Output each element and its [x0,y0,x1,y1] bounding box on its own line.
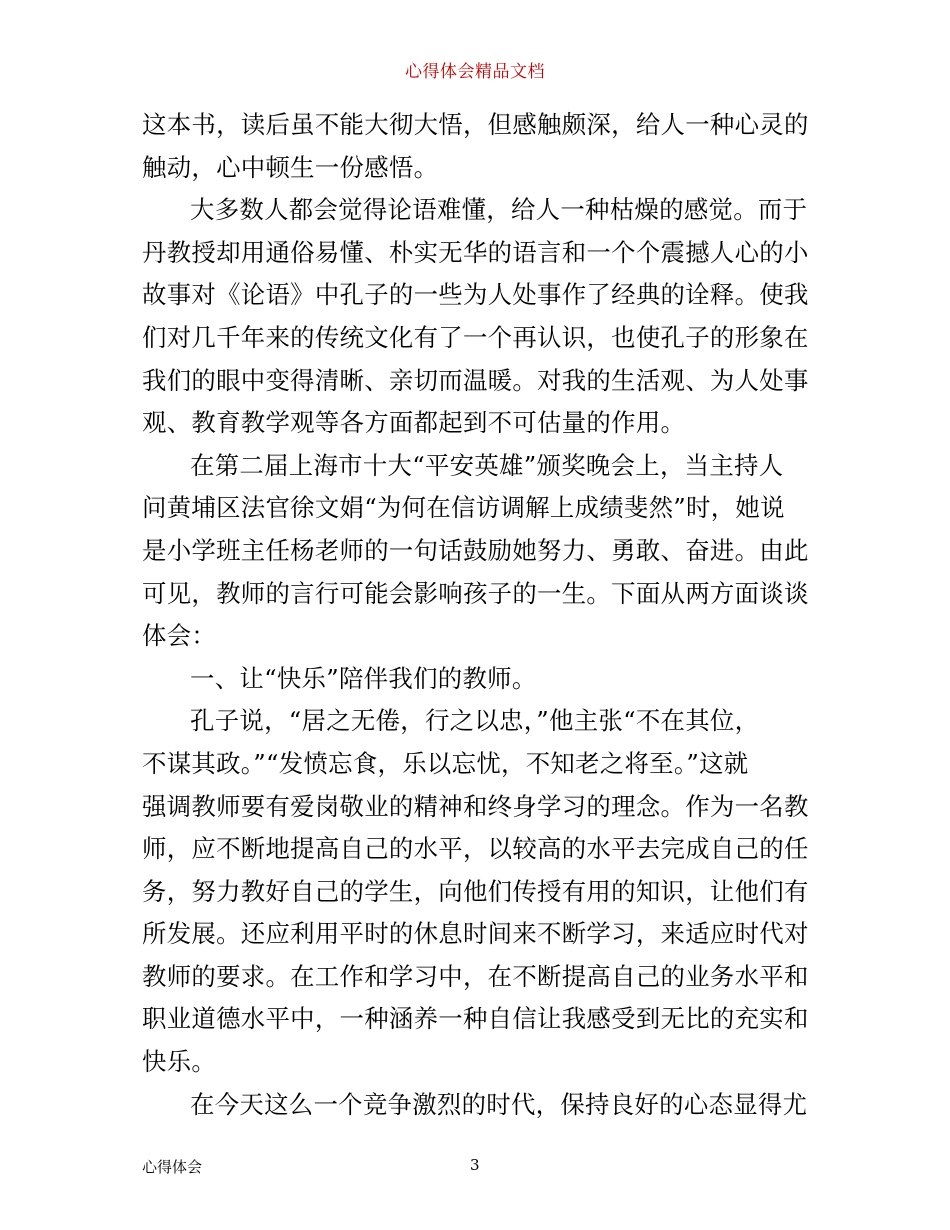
body-line: 职业道德水平中，一种涵养一种自信让我感受到无比的充实和 [142,1004,809,1034]
paragraph-start-line: 大多数人都会觉得论语难懂，给人一种枯燥的感觉。而于 [190,195,808,225]
body-line: 故事对《论语》中孔子的一些为人处事作了经典的诠释。使我 [142,280,809,310]
body-line: 快乐。 [142,1047,217,1077]
body-line: 师，应不断地提高自己的水平，以较高的水平去完成自己的任 [142,834,809,864]
body-line: 问黄埔区法官徐文娟“为何在信访调解上成绩斐然”时，她说 [142,493,785,523]
body-line: 所发展。还应利用平时的休息时间来不断学习，来适应时代对 [142,919,809,949]
footer-label: 心得体会 [142,1158,203,1176]
body-line: 务，努力教好自己的学生，向他们传授有用的知识，让他们有 [142,876,809,906]
body-line: 丹教授却用通俗易懂、朴实无华的语言和一个个震撼人心的小 [142,237,809,267]
body-line: 这本书，读后虽不能大彻大悟，但感触颇深，给人一种心灵的 [142,110,809,139]
body-line: 是小学班主任杨老师的一句话鼓励她努力、勇敢、奋进。由此 [142,535,809,565]
page-number: 3 [470,1156,480,1174]
body-line: 触动，心中顿生一份感悟。 [142,152,439,182]
body-line: 我们的眼中变得清晰、亲切而温暖。对我的生活观、为人处事 [142,365,809,395]
body-line: 不谋其政。”“发愤忘食，乐以忘忧，不知老之将至。”这就 [142,748,749,778]
body-line: 体会： [142,621,217,651]
body-line: 教师的要求。在工作和学习中，在不断提高自己的业务水平和 [142,961,809,991]
body-line: 们对几千年来的传统文化有了一个再认识，也使孔子的形象在 [142,322,809,352]
paragraph-start-line: 在今天这么一个竞争激烈的时代，保持良好的心态显得尤 [190,1089,808,1119]
paragraph-start-line: 孔子说，“居之无倦，行之以忠，”他主张“不在其位， [190,706,760,736]
body-line: 强调教师要有爱岗敬业的精神和终身学习的理念。作为一名教 [142,791,809,821]
section-heading-line: 一、让“快乐”陪伴我们的教师。 [190,663,537,693]
body-line: 观、教育教学观等各方面都起到不可估量的作用。 [142,408,686,438]
paragraph-start-line: 在第二届上海市十大“平安英雄”颁奖晚会上，当主持人 [190,450,784,480]
document-body [142,104,814,1126]
document-footer [142,1156,814,1180]
document-header-title: 心得体会精品文档 [405,62,545,82]
body-line: 可见，教师的言行可能会影响孩子的一生。下面从两方面谈谈 [142,578,809,608]
